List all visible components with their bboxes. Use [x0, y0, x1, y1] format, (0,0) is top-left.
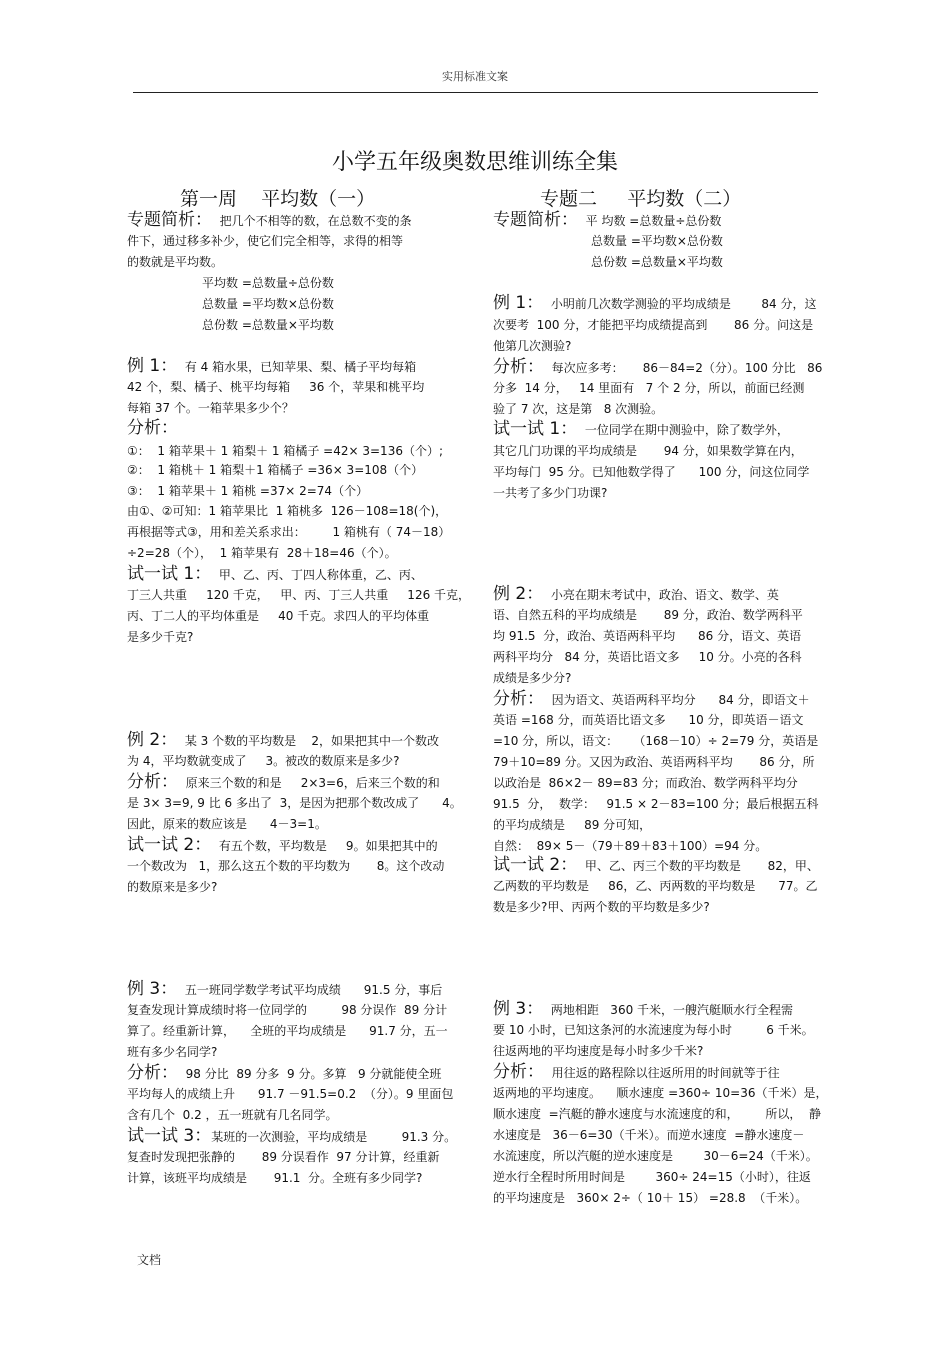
line-text: 逆水行全程时所用时间是 360÷ 24=15（小时），往返 [493, 1170, 811, 1184]
left-text-line [127, 1169, 422, 1187]
header-rule [133, 92, 818, 93]
left-text-line [127, 815, 327, 833]
right-text-line [493, 753, 814, 771]
line-text: 乙两数的平均数是 86，乙、丙两数的平均数是 77。乙 [493, 879, 818, 893]
right-text-line [493, 1042, 703, 1060]
line-text: 两地相距 360 千米，一艘汽艇顺水行全程需 [543, 1003, 794, 1017]
line-text: 平均数 =总数量÷总份数 [202, 276, 334, 290]
line-text: 水速度是 36－6=30（千米）。而逆水速度 =静水速度－ [493, 1128, 805, 1142]
section-label: 试一试 1： [127, 564, 212, 584]
line-text: 平 均数 =总数量÷总份数 [578, 214, 722, 228]
section-label: 例 3： [127, 979, 178, 999]
section-label: 分析： [493, 1062, 544, 1082]
line-text: 的平均成绩是 89 分可知， [493, 818, 652, 832]
left-text-line [127, 773, 440, 791]
section-label: 例 1： [493, 293, 544, 313]
line-text: 甲、乙、丙、丁四人称体重，乙、丙、 [211, 568, 423, 582]
line-text: 自然： 89× 5－（79＋89＋83＋100）=94 分。 [493, 839, 768, 853]
line-text: ①： 1 箱苹果＋ 1 箱梨＋ 1 箱橘子 =42× 3=136（个）; [127, 444, 444, 458]
line-text: 顺水速度 =汽艇的静水速度与水流速度的和， 所以， 静 [493, 1107, 822, 1121]
right-column-title: 专题二 平均数（二） [540, 188, 742, 210]
right-text-line [591, 253, 723, 271]
left-text-line [202, 274, 334, 292]
left-text-line [127, 1085, 453, 1103]
line-text: 均 91.5 分，政治、英语两科平均 86 分，语文、英语 [493, 629, 802, 643]
left-text-line [127, 565, 423, 583]
left-column-title: 第一周 平均数（一） [180, 188, 376, 210]
left-text-line [127, 419, 178, 437]
section-label: 试一试 2： [493, 855, 578, 875]
line-text: 甲、乙、丙三个数的平均数是 82，甲、 [577, 859, 819, 873]
left-text-line [202, 295, 334, 313]
section-label: 试一试 1： [493, 419, 578, 439]
left-text-line [127, 731, 439, 749]
line-text: 的平均速度是 360× 2÷（ 10＋ 15） =28.8 （千米）。 [493, 1191, 808, 1205]
line-text: 两科平均分 84 分，英语比语文多 10 分。小亮的各科 [493, 650, 802, 664]
right-text-line [493, 358, 822, 376]
line-text: 原来三个数的和是 2×3=6，后来三个数的和 [178, 776, 440, 790]
right-text-line [493, 1126, 804, 1144]
left-text-line [127, 980, 442, 998]
line-text: 班有多少名同学? [127, 1045, 218, 1059]
left-text-line [127, 878, 217, 896]
line-text: 含有几个 0.2 ，五一班就有几名同学。 [127, 1108, 338, 1122]
left-text-line [127, 857, 444, 875]
line-text: 复查时发现把张静的 89 分误看作 97 分计算，经重新 [127, 1150, 440, 1164]
right-text-line [493, 316, 813, 334]
left-text-line [127, 461, 423, 479]
line-text: 数是多少?甲、丙两个数的平均数是多少? [493, 900, 710, 914]
section-label: 分析： [127, 1063, 178, 1083]
right-text-line [493, 711, 804, 729]
left-text-line [202, 316, 334, 334]
left-text-line [127, 1043, 217, 1061]
line-text: 验了 7 次，这是第 8 次测验。 [493, 402, 664, 416]
line-text: 其它几门功课的平均成绩是 94 分，如果数学算在内， [493, 444, 803, 458]
line-text: 某班的一次测验，平均成绩是 91.3 分。 [211, 1130, 457, 1144]
right-text-line [493, 732, 818, 750]
section-label: 分析： [493, 357, 544, 377]
section-label: 试一试 3： [127, 1126, 212, 1146]
section-label: 例 2： [493, 584, 544, 604]
left-text-line [127, 1148, 440, 1166]
line-text: 把几个不相等的数，在总数不变的条 [212, 214, 412, 228]
left-text-line [127, 502, 447, 520]
left-text-line [127, 378, 424, 396]
section-label: 例 1： [127, 356, 178, 376]
right-text-line [493, 1063, 780, 1081]
right-text-line [493, 211, 721, 229]
right-text-line [493, 795, 819, 813]
line-text: 总份数 =总数量×平均数 [202, 318, 334, 332]
left-text-line [127, 607, 429, 625]
right-text-line [493, 856, 819, 874]
line-text: 计算，该班平均成绩是 91.1 分。全班有多少同学? [127, 1171, 423, 1185]
left-text-line [127, 1106, 338, 1124]
line-text: 丙、丁二人的平均体重是 40 千克。求四人的平均体重 [127, 609, 430, 623]
left-text-line [127, 211, 412, 229]
right-text-line [493, 484, 607, 502]
right-text-line [493, 294, 816, 312]
section-label: 专题简析： [493, 210, 578, 230]
right-text-line [493, 1105, 821, 1123]
left-text-line [127, 1001, 447, 1019]
line-text: 平均每门 95 分。已知他数学得了 100 分，问这位同学 [493, 465, 810, 479]
line-text: 往返两地的平均速度是每小时多少千米? [493, 1044, 704, 1058]
left-text-line [127, 357, 416, 375]
line-text: 小亮在期末考试中，政治、语文、数学、英 [543, 588, 779, 602]
left-text-line [127, 523, 450, 541]
line-text: 有五个数，平均数是 9。如果把其中的 [211, 839, 438, 853]
right-text-line [493, 816, 651, 834]
line-text: 再根据等式③，用和差关系求出： 1 箱桃有（ 74－18） [127, 525, 451, 539]
line-text: 总数量 =平均数×总份数 [202, 297, 334, 311]
section-label: 试一试 2： [127, 835, 212, 855]
line-text: 是多少千克? [127, 630, 194, 644]
line-text: 一共考了多少门功课? [493, 486, 608, 500]
line-text: 以政治是 86×2－ 89=83 分；而政治、数学两科平均分 [493, 776, 798, 790]
line-text: 复查发现计算成绩时将一位同学的 98 分误作 89 分计 [127, 1003, 448, 1017]
right-text-line [493, 774, 798, 792]
line-text: 是 3× 3=9, 9 比 6 多出了 3，是因为把那个数改成了 4。 [127, 796, 462, 810]
right-text-line [493, 442, 803, 460]
line-text: 五一班同学数学考试平均成绩 91.5 分，事后 [177, 983, 443, 997]
line-text: 每次应多考： 86－84=2（分）。100 分比 86 [544, 361, 823, 375]
left-text-line [127, 253, 223, 271]
section-label: 分析： [493, 689, 544, 709]
line-text: ②： 1 箱桃＋ 1 箱梨＋1 箱橘子 =36× 3=108（个） [127, 463, 424, 477]
line-text: 返两地的平均速度。 顺水速度 =360÷ 10=36（千米）是， [493, 1086, 828, 1100]
line-text: 件下，通过移多补少，使它们完全相等，求得的相等 [127, 234, 404, 248]
line-text: 算了。经重新计算， 全班的平均成绩是 91.7 分，五一 [127, 1024, 448, 1038]
line-text: 因为语文、英语两科平均分 84 分，即语文＋ [544, 693, 810, 707]
line-text: 分多 14 分， 14 里面有 7 个 2 分，所以，前面已经测 [493, 381, 805, 395]
left-text-line [127, 1127, 456, 1145]
section-label: 分析： [127, 418, 178, 438]
right-text-line [493, 337, 571, 355]
right-text-line [493, 690, 810, 708]
line-text: 他第几次测验? [493, 339, 572, 353]
line-text: 水流速度，所以汽艇的逆水速度是 30－6=24（千米）。 [493, 1149, 818, 1163]
left-text-line [127, 628, 193, 646]
left-text-line [127, 544, 397, 562]
right-text-line [493, 1084, 828, 1102]
line-text: 79＋10=89 分。又因为政治、英语两科平均 86 分，所 [493, 755, 815, 769]
right-text-line [591, 232, 723, 250]
right-text-line [493, 463, 809, 481]
left-text-line [127, 1022, 448, 1040]
line-text: 为 4，平均数就变成了 3。被改的数原来是多少? [127, 754, 400, 768]
line-text: 一个数改为 1，那么这五个数的平均数为 8。这个改动 [127, 859, 445, 873]
right-text-line [493, 1021, 814, 1039]
line-text: 有 4 箱水果，已知苹果、梨、橘子平均每箱 [177, 360, 417, 374]
right-text-line [493, 585, 779, 603]
line-text: =10 分，所以，语文： （168－10）÷ 2=79 分，英语是 [493, 734, 819, 748]
line-text: 由①、②可知：1 箱苹果比 1 箱桃多 126－108=18(个)， [127, 504, 448, 518]
right-text-line [493, 420, 789, 438]
line-text: 丁三人共重 120 千克， 甲、丙、丁三人共重 126 千克， [127, 588, 471, 602]
line-text: 因此，原来的数应该是 4－3=1。 [127, 817, 327, 831]
right-text-line [493, 669, 571, 687]
right-text-line [493, 400, 663, 418]
line-text: 42 个，梨、橘子、桃平均每箱 36 个，苹果和桃平均 [127, 380, 425, 394]
section-label: 例 2： [127, 730, 178, 750]
line-text: 要 10 小时，已知这条河的水流速度为每小时 6 千米。 [493, 1023, 814, 1037]
line-text: 某 3 个数的平均数是 2，如果把其中一个数改 [177, 734, 440, 748]
line-text: 每箱 37 个。一箱苹果多少个？ [127, 401, 294, 415]
right-text-line [493, 1168, 811, 1186]
right-text-line [493, 627, 801, 645]
right-text-line [493, 877, 818, 895]
line-text: ③： 1 箱苹果＋ 1 箱桃 =37× 2=74（个） [127, 484, 369, 498]
line-text: 的数就是平均数。 [127, 255, 224, 269]
line-text: 次要考 100 分，才能把平均成绩提高到 86 分。问这是 [493, 318, 814, 332]
right-text-line [493, 1147, 818, 1165]
right-text-line [493, 837, 767, 855]
right-text-line [493, 1000, 793, 1018]
line-text: 91.5 分， 数学： 91.5 × 2－83=100 分；最后根据五科 [493, 797, 819, 811]
line-text: 的数原来是多少? [127, 880, 218, 894]
left-text-line [127, 836, 438, 854]
right-text-line [493, 898, 710, 916]
left-text-line [127, 232, 403, 250]
line-text: 一位同学在期中测验中，除了数学外， [577, 423, 789, 437]
document-title: 小学五年级奥数思维训练全集 [331, 150, 618, 175]
right-text-line [493, 1189, 807, 1207]
left-text-line [127, 442, 443, 460]
line-text: 用往返的路程除以往返所用的时间就等于往 [544, 1066, 780, 1080]
line-text: 英语 =168 分，而英语比语文多 10 分，即英语－语文 [493, 713, 804, 727]
section-label: 分析： [127, 772, 178, 792]
line-text: 总份数 =总数量×平均数 [591, 255, 723, 269]
left-text-line [127, 1064, 441, 1082]
section-label: 专题简析： [127, 210, 212, 230]
section-label: 例 3： [493, 999, 544, 1019]
line-text: 语、自然五科的平均成绩是 89 分，政治、数学两科平 [493, 608, 803, 622]
page-header: 实用标准文案 [442, 70, 508, 83]
page-footer: 文档 [137, 1253, 162, 1267]
left-text-line [127, 752, 400, 770]
right-text-line [493, 648, 802, 666]
left-text-line [127, 399, 294, 417]
right-text-line [493, 379, 804, 397]
left-text-line [127, 482, 368, 500]
line-text: ÷2=28（个）， 1 箱苹果有 28＋18=46（个）。 [127, 546, 397, 560]
right-text-line [493, 606, 803, 624]
line-text: 平均每人的成绩上升 91.7 －91.5=0.2 （分）。9 里面包 [127, 1087, 454, 1101]
left-text-line [127, 586, 470, 604]
left-text-line [127, 794, 462, 812]
line-text: 小明前几次数学测验的平均成绩是 84 分，这 [543, 297, 817, 311]
line-text: 98 分比 89 分多 9 分。多算 9 分就能使全班 [178, 1067, 442, 1081]
line-text: 总数量 =平均数×总份数 [591, 234, 723, 248]
line-text: 成绩是多少分? [493, 671, 572, 685]
